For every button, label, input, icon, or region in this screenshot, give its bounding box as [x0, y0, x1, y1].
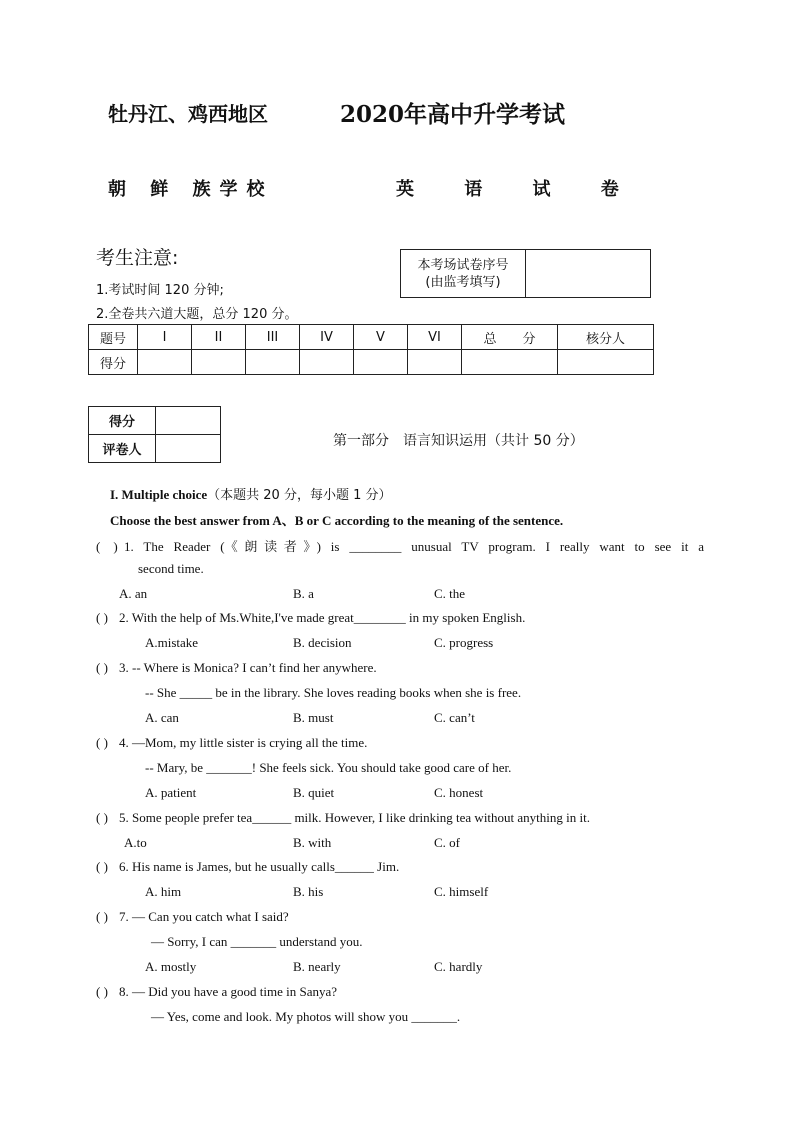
score-field[interactable]	[138, 350, 192, 375]
option-a[interactable]: A. an	[119, 586, 148, 601]
question-text: 1. The Reader (《朗读者》) is ________ unusual TV program. I really want to see it a	[124, 539, 704, 554]
score-table	[88, 324, 654, 375]
option-c[interactable]: C. progress	[434, 635, 494, 650]
answer-paren[interactable]: ( )	[96, 539, 118, 554]
option-a[interactable]: A. mostly	[145, 959, 197, 974]
option-c[interactable]: C. hardly	[434, 959, 483, 974]
option-c[interactable]: C. can’t	[434, 710, 475, 725]
option-c[interactable]: C. the	[434, 586, 466, 601]
serial-number-label	[401, 250, 526, 298]
answer-paren[interactable]: ( )	[96, 610, 108, 625]
option-b[interactable]: B. decision	[293, 635, 352, 650]
section-title-en: I. Multiple choice	[110, 487, 208, 502]
option-a[interactable]: A. patient	[145, 785, 197, 800]
option-b[interactable]: B. his	[293, 884, 324, 899]
option-b[interactable]: B. with	[293, 835, 332, 850]
notice-line-2: 2.全卷共六道大题，总分 120 分。	[96, 307, 298, 322]
section-title-cn: （本题共 20 分，每小题 1 分）	[207, 488, 392, 503]
option-b[interactable]: B. must	[293, 710, 334, 725]
grader-score-label: 得分	[89, 407, 156, 435]
paper-title: 英 语 试 卷	[396, 179, 641, 200]
question-text-cont: -- Mary, be _______! She feels sick. You should take good care of her.	[145, 760, 512, 775]
option-c[interactable]: C. of	[434, 835, 460, 850]
exam-title: 2020年高中升学考试	[340, 101, 566, 128]
score-field[interactable]	[462, 350, 558, 375]
grader-name-label: 评卷人	[89, 435, 156, 463]
score-cell: 总 分	[462, 325, 558, 350]
question-text: 2. With the help of Ms.White,I've made great________ in my spoken English.	[119, 610, 526, 625]
option-b[interactable]: B. quiet	[293, 785, 335, 800]
grader-name-field[interactable]	[156, 435, 221, 463]
question-text: 3. -- Where is Monica? I can’t find her anywhere.	[119, 660, 377, 675]
score-field[interactable]	[246, 350, 300, 375]
score-field[interactable]	[558, 350, 654, 375]
answer-paren[interactable]: ( )	[96, 859, 108, 874]
serial-label-line-1: 本考场试卷序号	[417, 257, 509, 273]
notice-line-1: 1.考试时间 120 分钟;	[96, 283, 224, 298]
option-b[interactable]: B. nearly	[293, 959, 341, 974]
region-label: 牡丹江、鸡西地区	[108, 102, 268, 126]
question-text: 8. — Did you have a good time in Sanya?	[119, 984, 338, 999]
answer-paren[interactable]: ( )	[96, 810, 108, 825]
notice-heading: 考生注意:	[96, 247, 179, 269]
answer-paren[interactable]: ( )	[96, 984, 108, 999]
school-label: 朝 鲜 族学校	[108, 179, 274, 200]
option-a[interactable]: A.to	[124, 835, 147, 850]
option-b[interactable]: B. a	[293, 586, 314, 601]
question-text: 7. — Can you catch what I said?	[119, 909, 289, 924]
score-row-label: 得分	[89, 350, 138, 375]
question-text-cont: — Sorry, I can _______ understand you.	[151, 934, 363, 949]
score-table-score-row	[89, 350, 654, 375]
score-field[interactable]	[354, 350, 408, 375]
option-a[interactable]: A. him	[145, 884, 182, 899]
serial-number-box	[400, 249, 651, 298]
score-cell: VI	[408, 325, 462, 350]
score-cell: I	[138, 325, 192, 350]
score-field[interactable]	[408, 350, 462, 375]
score-cell: III	[246, 325, 300, 350]
option-a[interactable]: A. can	[145, 710, 179, 725]
question-text: 6. His name is James, but he usually calls______ Jim.	[119, 859, 400, 874]
question-text-cont: second time.	[138, 561, 204, 576]
score-cell: II	[192, 325, 246, 350]
score-field[interactable]	[192, 350, 246, 375]
question-text-cont: — Yes, come and look. My photos will show you _______.	[151, 1009, 461, 1024]
option-c[interactable]: C. himself	[434, 884, 489, 899]
option-a[interactable]: A.mistake	[145, 635, 199, 650]
score-table-header-row	[89, 325, 654, 350]
score-cell: IV	[300, 325, 354, 350]
grader-box	[88, 406, 221, 463]
question-text: 5. Some people prefer tea______ milk. However, I like drinking tea without anything in it.	[119, 810, 590, 825]
section-instruction: Choose the best answer from A、B or C according to the meaning of the sentence.	[110, 513, 564, 528]
question-text: 4. —Mom, my little sister is crying all the time.	[119, 735, 368, 750]
answer-paren[interactable]: ( )	[96, 735, 108, 750]
score-cell: V	[354, 325, 408, 350]
serial-number-field[interactable]	[526, 250, 651, 298]
section-title	[110, 484, 391, 503]
grader-score-field[interactable]	[156, 407, 221, 435]
serial-label-line-2: (由监考填写)	[425, 274, 501, 290]
answer-paren[interactable]: ( )	[96, 909, 108, 924]
question-text-cont: -- She _____ be in the library. She loves reading books when she is free.	[145, 685, 522, 700]
option-c[interactable]: C. honest	[434, 785, 484, 800]
answer-paren[interactable]: ( )	[96, 660, 108, 675]
score-cell: 题号	[89, 325, 138, 350]
score-cell: 核分人	[558, 325, 654, 350]
part-title: 第一部分 语言知识运用（共计 50 分）	[333, 433, 584, 449]
score-field[interactable]	[300, 350, 354, 375]
